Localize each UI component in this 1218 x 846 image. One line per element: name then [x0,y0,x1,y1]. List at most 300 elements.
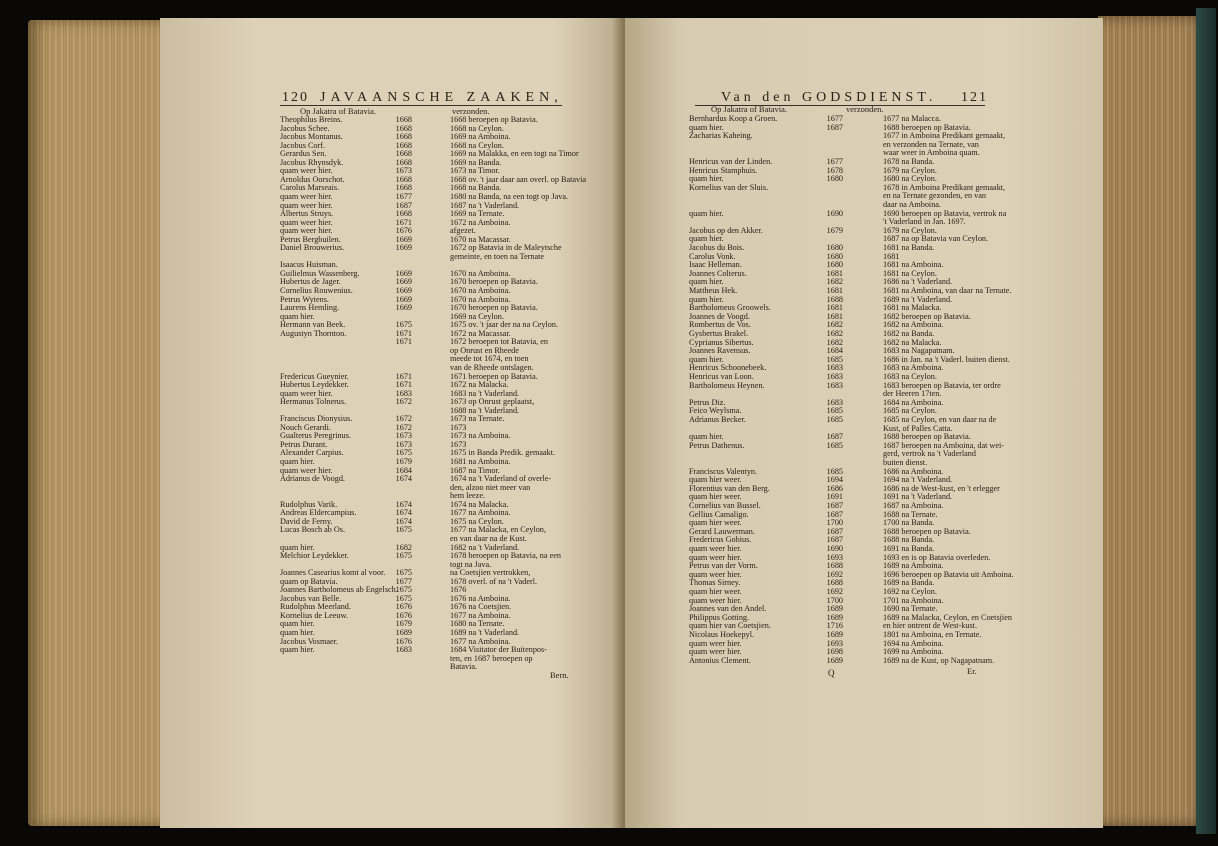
register-year: 1668 [395,123,412,133]
register-name: Bernhardus Koop a Groen. [689,114,778,123]
register-name: Jacobus Vosmaer. [280,636,338,646]
book-cover-edge [1196,8,1216,834]
register-note: gerd, vertrok na 't Vaderland [883,449,976,459]
column-heading-left-notes: verzonden. [452,106,490,116]
register-year: 1680 [826,260,843,270]
register-note: 1681 na Amboina. [450,457,511,466]
register-note: gemeinte, en toen na Ternate [450,251,545,261]
register-year: 1692 [826,587,843,596]
left-page-block [28,20,168,826]
register-name: quam hier. [280,628,315,637]
register-name: Petrus Bergbuilen. [280,234,341,244]
running-head-right: Van den GODSDIENST. [721,90,937,105]
register-year: 1690 [826,208,843,218]
register-year: 1669 [395,303,412,313]
register-name: quam hier weer. [689,475,742,485]
register-note: 1684 Visitator der Buitenpos- [450,645,547,655]
register-year: 1687 [826,501,843,510]
register-note: 1683 beroepen op Batavia, ter ordre [883,380,1001,390]
register-name: Gellius Camaligo. [689,509,749,519]
register-year: 1688 [826,578,843,588]
register-year: 1671 [395,337,412,347]
register-year: 1684 [395,465,412,475]
register-note: 1683 na Amboina. [883,363,944,373]
register-year: 1675 [395,525,412,535]
register-note: 1674 na Malacka. [450,499,509,509]
register-note: 1668 na Ceylon. [450,140,504,150]
register-year: 1693 [826,552,843,562]
register-note: 1687 na op Batavia van Ceylon. [883,234,989,244]
register-year: 1688 [826,294,843,304]
register-name: quam hier weer. [689,587,742,596]
register-year: 1676 [395,602,412,612]
register-note: 1668 beroepen op Batavia. [450,115,538,124]
register-year: 1668 [395,183,412,193]
register-name: Joannes de Voogd. [689,311,750,321]
register-year: 1687 [826,526,843,536]
register-name: Kornelius van der Sluis. [689,182,769,192]
register-row [689,656,1039,665]
register-year: 1683 [826,397,843,407]
register-name: Franciscus Dionysius. [280,414,353,424]
register-name: Feico Weylsma. [689,406,742,416]
register-year: 1689 [826,604,843,614]
register-note: 1689 na Amboina. [883,561,944,571]
register-note: 1681 na Banda. [883,243,935,252]
register-note: 1679 na Ceylon. [883,225,937,235]
register-year: 1679 [826,225,843,235]
register-name: Joannes Bartholomeus ab Engelsch. [280,585,398,595]
register-note: 1682 na 't Vaderland. [450,542,520,552]
register-name: Florentius van den Berg. [689,483,770,493]
register-name: quam weer hier. [280,465,333,475]
register-note: 1680 na Ceylon. [883,174,937,184]
register-year: 1683 [826,380,843,390]
register-note: 1682 na Banda. [883,329,935,338]
register-name: Gualterus Peregrinus. [280,431,351,441]
register-year: 1683 [395,388,412,398]
register-name: quam weer hier. [689,552,742,562]
register-name: quam hier. [689,174,724,184]
register-note: 1689 na de Kust, op Nagapatnam. [883,655,995,665]
register-note: 1688 na 't Vaderland. [450,405,520,415]
register-name: quam hier. [280,457,315,466]
register-note: 1668 na Banda. [450,183,502,193]
register-note: 1669 na Ceylon. [450,311,504,321]
register-name: Fredericus Gobius. [689,535,752,545]
register-name: Arnoldus Oorschot. [280,174,345,184]
register-note: 1687 na 't Vaderland. [450,200,520,210]
register-name: Cyprianus Sibertus. [689,337,754,347]
register-name: Daniel Brouwerius. [280,243,345,253]
register-name: quam weer hier. [689,647,742,657]
register-note: 1678 overl. of na 't Vaderl. [450,576,538,586]
register-name: quam hier. [689,432,724,442]
register-name: Jacobus op den Akker. [689,225,763,235]
register-year: 1685 [826,354,843,364]
register-note: 1701 na Amboina. [883,595,944,605]
running-head-left: JAVAANSCHE ZAAKEN, [320,90,563,105]
register-note: 1669 na Ternate. [450,209,505,219]
register-year: 1690 [826,544,843,553]
register-name: Nicolaus Hoekepyl. [689,630,755,639]
register-name: Franciscus Valentyn. [689,466,758,476]
register-year: 1668 [395,149,412,159]
register-year: 1682 [826,337,843,347]
register-year: 1672 [395,422,412,432]
register-year: 1689 [826,655,843,665]
register-note: op Onrust en Rheede [450,345,519,355]
register-note: 1676 [450,585,467,595]
register-year: 1682 [826,329,843,338]
register-note: 1688 beroepen op Batavia. [883,432,971,442]
register-name: Henricus Schoonebeek. [689,363,767,373]
register-year: 1681 [826,303,843,313]
register-year: 1682 [826,277,843,287]
register-year: 1671 [395,371,412,381]
register-note: 1687 beroepen na Amboina, dat wei- [883,440,1004,450]
register-name: Adrianus de Voogd. [280,474,345,484]
register-year: 1668 [395,115,412,124]
register-name: Rombertus de Vos. [689,320,751,330]
register-name: Hubertus Leydekker. [280,380,349,390]
register-name: Gerard Lauwerman. [689,526,755,536]
register-year: 1675 [395,551,412,561]
register-name: quam weer hier. [280,226,333,236]
register-name: Alexander Carpius. [280,448,344,458]
register-note: 1672 na Amboina. [450,217,511,227]
register-name: Albertus Struys. [280,209,334,219]
register-note: en na Ternate gezonden, en van [883,191,986,201]
register-note: 1673 [450,422,467,432]
register-name: Jacobus du Bois. [689,243,745,252]
register-name: quam weer hier. [689,638,742,648]
register-name: Jacobus van Belle. [280,593,342,603]
register-name: quam hier. [280,542,315,552]
register-year: 1669 [395,268,412,278]
catchword-left: Bern. [550,670,569,680]
register-name: Rudolphus Varik. [280,499,338,509]
register-year: 1681 [826,268,843,278]
register-year: 1672 [395,414,412,424]
register-year: 1668 [395,209,412,219]
register-year: 1674 [395,474,412,484]
register-note: 1672 beroepen tot Batavia, en [450,337,548,347]
register-year: 1689 [395,628,412,637]
register-name: Henricus Stamphuis. [689,165,758,175]
register-name: quam hier. [689,122,724,132]
page-number-left: 120 [282,90,309,105]
register-year: 1685 [826,415,843,424]
register-note: 1678 na Banda. [883,157,935,166]
register-year: 1677 [826,114,843,123]
register-year: 1698 [826,647,843,657]
register-year: 1689 [826,630,843,639]
register-note: 1685 na Ceylon, en van daar na de [883,415,997,424]
register-name: Petrus Dathenus. [689,440,745,450]
register-name: quam weer hier. [280,166,333,176]
register-note: 1696 beroepen op Batavia uit Amboina. [883,569,1014,579]
register-year: 1688 [826,561,843,571]
register-name: Cornelius van Bussel. [689,501,761,510]
register-note: 1688 na Banda. [883,535,935,545]
register-note: 1681 na Amboina. [883,260,944,270]
register-note: en van daar na de Kust. [450,533,527,543]
register-year: 1671 [395,217,412,227]
register-note: 1673 na Amboina. [450,431,511,441]
register-note: 1676 na Amboina. [450,593,511,603]
register-name: Andreas Eldercampius. [280,508,357,518]
register-name: Gerardus Sen. [280,149,327,159]
register-year: 1679 [395,457,412,466]
register-note: 1675 na Ceylon. [450,516,504,526]
register-name: quam weer hier. [280,388,333,398]
register-note: 1670 beroepen op Batavia. [450,303,538,313]
register-name: quam weer hier. [689,595,742,605]
register-year: 1674 [395,508,412,518]
register-note: meede tot 1674, en toen [450,354,529,364]
register-year: 1671 [395,328,412,338]
register-year: 1689 [826,612,843,622]
register-name: Mattheus Hek. [689,286,738,295]
signature-mark: Q [828,668,835,678]
register-year: 1675 [395,320,412,330]
register-name: quam hier. [280,645,315,655]
register-year: 1669 [395,234,412,244]
register-name: quam hier weer. [689,492,742,502]
register-note: van de Rheede ontslagen. [450,362,534,372]
register-name: Antonius Clement. [689,655,751,665]
register-note: 1677 na Amboina. [450,610,511,620]
register-year: 1678 [826,165,843,175]
register-year: 1677 [395,191,412,201]
register-note: 1672 op Batavia in de Maleytsche [450,243,562,253]
register-note: 1673 na Ternate. [450,414,505,424]
register-note: 1688 na Ternate. [883,509,938,519]
register-year: 1673 [395,431,412,441]
register-name: Joannes van den Andel. [689,604,767,614]
register-note: 1689 na 't Vaderland. [450,628,520,637]
register-note: 1670 na Amboina. [450,294,511,304]
register-note: 1677 in Amboina Predikant gemaakt, [883,131,1006,141]
register-note: 1699 na Amboina. [883,647,944,657]
register-year: 1683 [395,645,412,655]
register-name: Hermanus Tolnerus. [280,397,347,407]
register-year: 1687 [826,509,843,519]
register-row [280,662,580,671]
register-year: 1679 [395,619,412,629]
register-note: 1672 na Macassar. [450,328,511,338]
register-note: afgezet. [450,226,476,236]
register-name: Lucas Bosch ab Os. [280,525,346,535]
register-note: 1682 na Amboina. [883,320,944,330]
register-year: 1669 [395,277,412,287]
register-name: Philippus Gotting. [689,612,750,622]
register-name: Adrianus Becker. [689,415,746,424]
register-note: 't Vaderland in Jan. 1697. [883,217,966,227]
register-name: Isaacus Huisman. [280,260,338,270]
register-year: 1675 [395,568,412,578]
register-name: Joannes Casearius komt al voor. [280,568,386,578]
register-note: 1691 na Banda. [883,544,935,553]
register-note: na Coetsjien vertrokken, [450,568,531,578]
register-year: 1674 [395,499,412,509]
register-note: 1677 na Malacca. [883,114,941,123]
register-note: 1693 en is op Batavia overleden. [883,552,991,562]
register-name: quam hier. [280,619,315,629]
register-note: 1683 na 't Vaderland. [450,388,520,398]
register-name: Bartholomeus Groowels. [689,303,771,313]
register-name: Petrus van der Vorm. [689,561,758,571]
register-year: 1683 [826,363,843,373]
register-note: 1683 na Ceylon. [883,372,937,381]
register-name: Joannes Colterus. [689,268,747,278]
register-name: Thomas Sirney. [689,578,741,588]
register-name: quam hier. [689,277,724,287]
register-year: 1669 [395,286,412,295]
register-name: Nouch Gerardi. [280,422,331,432]
register-note: 1670 na Amboina. [450,286,511,295]
register-year: 1687 [395,200,412,210]
register-note: 1669 na Amboina. [450,132,511,142]
register-year: 1692 [826,569,843,579]
register-note: 1680 na Ternate. [450,619,505,629]
register-name: quam hier. [689,208,724,218]
register-year: 1687 [826,122,843,132]
register-note: 1686 na 't Vaderland. [883,277,953,287]
register-name: Melchior Leydekker. [280,551,349,561]
register-name: Hermann van Beek. [280,320,346,330]
register-year: 1671 [395,380,412,390]
register-note: 1686 na de West-kust, en 't erlegger [883,483,1000,493]
register-name: Carolus Marseais. [280,183,340,193]
register-name: Fredericus Gueynier. [280,371,349,381]
register-note: 1680 na Banda, na een togt op Java. [450,191,569,201]
register-note: 1669 na Malakka, en een togt na Timor [450,149,579,159]
register-year: 1676 [395,636,412,646]
register-year: 1680 [826,251,843,261]
register-note: 1673 na Timor. [450,166,500,176]
register-name: quam weer hier. [689,544,742,553]
register-note: buiten dienst. [883,458,928,467]
register-year: 1669 [395,294,412,304]
register-year: 1700 [826,518,843,528]
register-name: David de Ferny. [280,516,333,526]
register-year: 1676 [395,610,412,620]
register-year: 1677 [395,576,412,586]
register-note: togt na Java. [450,559,492,569]
register-note: 1700 na Banda. [883,518,935,528]
register-name: Petrus Wytens. [280,294,329,304]
register-year: 1693 [826,638,843,648]
register-name: quam hier. [689,354,724,364]
register-name: quam weer hier. [689,569,742,579]
register-year: 1694 [826,475,843,485]
register-year: 1668 [395,157,412,167]
register-note: en verzonden na Ternate, van [883,139,979,149]
register-name: Petrus Diz. [689,397,726,407]
register-name: Hubertus de Jager. [280,277,341,287]
register-note: 1670 na Macassar. [450,234,511,244]
register-name: quam op Batavia. [280,576,338,586]
register-name: Henricus van der Linden. [689,157,773,166]
register-year: 1685 [826,466,843,476]
register-note: der Heeren 17ten. [883,389,942,399]
register-note: 1682 na Malacka. [883,337,942,347]
right-page-block [1098,16,1210,826]
catchword-right: Er. [967,666,977,676]
register-name: quam weer hier. [280,217,333,227]
register-note: ten, en 1687 beroepen op [450,653,533,663]
register-note: Batavia. [450,662,478,672]
register-year: 1675 [395,593,412,603]
register-year: 1686 [826,483,843,493]
register-name: quam weer hier. [280,191,333,201]
register-year: 1716 [826,621,843,631]
register-note: 1671 beroepen op Batavia. [450,371,538,381]
register-name: Isaac Helleman. [689,260,742,270]
register-year: 1687 [826,535,843,545]
register-year: 1685 [826,440,843,450]
register-note: 1691 na 't Vaderland. [883,492,953,502]
register-year: 1684 [826,346,843,356]
register-year: 1691 [826,492,843,502]
register-note: 1681 na Ceylon. [883,268,937,278]
register-name: Laurens Hemling. [280,303,340,313]
register-year: 1700 [826,595,843,605]
register-note: 1673 op Onrust geplaatst, [450,397,535,407]
register-note: 1683 na Nagapatnam. [883,346,955,356]
register-note: 1678 in Amboina Predikant gemaakt, [883,182,1006,192]
register-note: 1687 na Amboina. [883,501,944,510]
register-note: 1682 beroepen op Batavia. [883,311,971,321]
register-year: 1674 [395,516,412,526]
register-note: 1689 na Banda. [883,578,935,588]
register-year: 1677 [826,157,843,166]
column-heading-left-names: Op Jakatra of Batavia. [300,106,376,116]
register-name: Petrus Durant. [280,439,328,449]
register-name: Jacobus Montanus. [280,132,343,142]
register-note: den, alzoo niet meer van [450,482,531,492]
register-note: 1690 beroepen op Batavia, vertrok na [883,208,1007,218]
register-note: 1686 na Amboina. [883,466,944,476]
register-year: 1681 [826,311,843,321]
register-year: 1676 [395,226,412,236]
register-note: 1676 na Coetsjien. [450,602,512,612]
register-year: 1668 [395,132,412,142]
register-note: 1679 na Ceylon. [883,165,937,175]
register-note: 1688 beroepen op Batavia. [883,122,971,132]
register-year: 1685 [826,406,843,416]
register-name: Theophilus Breins. [280,115,343,124]
register-name: quam hier. [280,311,315,321]
register-name: quam hier. [689,234,724,244]
register-note: 1686 in Jan. na 't Vaderl. buiten dienst. [883,354,1010,364]
register-name: Joannes Ravensus. [689,346,751,356]
register-note: 1670 beroepen op Batavia. [450,277,538,287]
register-note: 1677 na Amboina. [450,508,511,518]
register-note: 1692 na Ceylon. [883,587,937,596]
register-note: daar na Amboina. [883,200,941,209]
register-name: Henricus van Loon. [689,372,754,381]
register-note: 1675 in Banda Predik. gemaakt. [450,448,556,458]
register-note: 1684 na Amboina. [883,397,944,407]
register-year: 1682 [826,320,843,330]
register-name: quam weer hier. [280,200,333,210]
register-year: 1673 [395,166,412,176]
register-note: 1687 na Timor. [450,465,500,475]
register-name: Augustyn Thornton. [280,328,347,338]
